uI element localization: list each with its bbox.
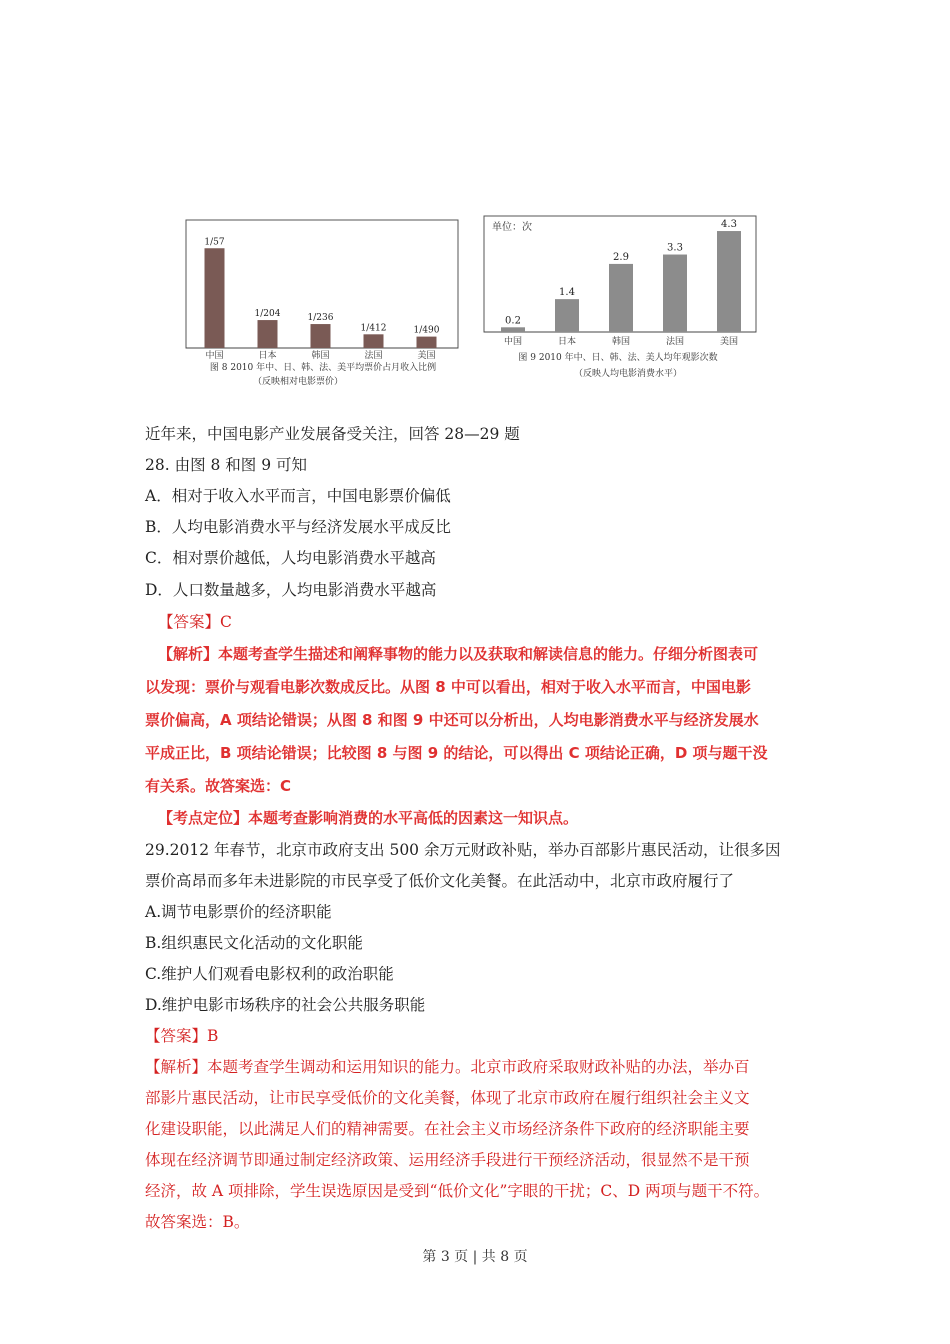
figure-9-svg — [478, 212, 763, 402]
figure-9-subcaption: （反映人均电影消费水平） — [573, 369, 683, 379]
figure-8-category-label: 美国 — [417, 351, 436, 361]
q28-analysis-line-2: 以发现：票价与观看电影次数成反比。从图 8 中可以看出，相对于收入水平而言，中国电影 — [145, 678, 751, 696]
figure-8-data-label: 1/490 — [413, 325, 440, 336]
figure-9-unit-label: 单位：次 — [492, 222, 532, 233]
q28-analysis-line-5: 有关系。故答案选：C — [145, 777, 292, 795]
figure-9-data-label: 4.3 — [721, 219, 737, 231]
figure-9-category-label: 韩国 — [611, 337, 631, 347]
figure-8-bar — [311, 324, 331, 348]
q28-analysis-line-4: 平成正比，B 项结论错误；比较图 8 与图 9 的结论，可以得出 C 项结论正确，D 项与题干没 — [145, 744, 768, 762]
q29-analysis-line-1: 【解析】本题考查学生调动和运用知识的能力。北京市政府采取财政补贴的办法，举办百 — [145, 1058, 750, 1076]
figure-9-bar — [663, 255, 687, 332]
figure-8-data-label: 1/412 — [360, 323, 387, 334]
q28-answer: 【答案】C — [158, 613, 232, 631]
figure-9-category-label: 美国 — [719, 337, 739, 347]
q28-point: 【考点定位】本题考查影响消费的水平高低的因素这一知识点。 — [158, 809, 579, 827]
q29-stem-line-1: 29.2012 年春节，北京市政府支出 500 余万元财政补贴，举办百部影片惠民活动，让很多因 — [145, 841, 781, 859]
figure-9-bar — [555, 299, 579, 332]
figure-8-bar — [417, 337, 437, 348]
q29-analysis-line-5: 经济，故 A 项排除，学生误选原因是受到“低价文化”字眼的干扰；C、D 两项与题干不符。 — [145, 1182, 770, 1200]
q29-analysis-line-4: 体现在经济调节即通过制定经济政策、运用经济手段进行干预经济活动，很显然不是干预 — [145, 1151, 750, 1169]
figure-9-caption: 图 9 2010 年中、日、韩、法、美人均年观影次数 — [518, 353, 718, 363]
figure-8-category-label: 日本 — [258, 351, 277, 361]
figure-8-subcaption: （反映相对电影票价） — [252, 377, 344, 387]
figure-9-chart — [478, 212, 763, 402]
figure-9-data-label: 3.3 — [667, 242, 683, 254]
q29-option-b: B.组织惠民文化活动的文化职能 — [145, 934, 363, 952]
q28-option-b: B．人均电影消费水平与经济发展水平成反比 — [145, 518, 451, 536]
figure-9-bar — [717, 231, 741, 332]
intro-text: 近年来，中国电影产业发展备受关注，回答 28—29 题 — [145, 425, 520, 443]
q28-analysis-line-1: 【解析】本题考查学生描述和阐释事物的能力以及获取和解读信息的能力。仔细分析图表可 — [158, 645, 759, 663]
q28-option-a: A．相对于收入水平而言，中国电影票价偏低 — [145, 487, 451, 505]
q29-option-a: A.调节电影票价的经济职能 — [145, 903, 332, 921]
figure-9-category-label: 日本 — [557, 337, 577, 347]
figure-8-caption: 图 8 2010 年中、日、韩、法、美平均票价占月收入比例 — [209, 363, 437, 373]
figure-8-svg — [178, 212, 468, 402]
figure-8-chart — [178, 212, 468, 402]
page-footer: 第 3 页 | 共 8 页 — [422, 1249, 528, 1265]
q29-analysis-line-2: 部影片惠民活动，让市民享受低价的文化美餐，体现了北京市政府在履行组织社会主义文 — [145, 1089, 750, 1107]
figure-8-bar — [364, 334, 384, 348]
figure-8-category-label: 法国 — [364, 351, 383, 361]
q29-option-d: D.维护电影市场秩序的社会公共服务职能 — [145, 996, 426, 1014]
figure-9-data-label: 2.9 — [613, 251, 629, 263]
figure-8-data-label: 1/236 — [307, 313, 334, 324]
figure-8-data-label: 1/57 — [204, 237, 225, 248]
figure-8-bar — [258, 320, 278, 348]
figure-8-bar — [205, 248, 225, 348]
figure-8-data-label: 1/204 — [254, 309, 281, 320]
figure-9-bar — [609, 264, 633, 332]
figure-9-data-label: 1.4 — [559, 287, 575, 299]
figure-8-category-label: 中国 — [205, 351, 224, 361]
q29-stem-line-2: 票价高昂而多年未进影院的市民享受了低价文化美餐。在此活动中，北京市政府履行了 — [145, 872, 735, 890]
figure-8-category-label: 韩国 — [311, 351, 330, 361]
q29-option-c: C.维护人们观看电影权利的政治职能 — [145, 965, 394, 983]
q29-analysis-line-6: 故答案选：B。 — [145, 1213, 250, 1231]
figure-9-category-label: 中国 — [503, 337, 523, 347]
figure-9-category-label: 法国 — [665, 337, 685, 347]
figure-9-data-label: 0.2 — [505, 315, 521, 327]
q29-analysis-line-3: 化建设职能，以此满足人们的精神需要。在社会主义市场经济条件下政府的经济职能主要 — [145, 1120, 750, 1138]
q29-answer: 【答案】B — [145, 1027, 219, 1045]
q28-analysis-line-3: 票价偏高，A 项结论错误；从图 8 和图 9 中还可以分析出，人均电影消费水平与经济发展水 — [145, 711, 759, 729]
q28-option-c: C．相对票价越低，人均电影消费水平越高 — [145, 549, 436, 567]
q28-stem: 28. 由图 8 和图 9 可知 — [145, 456, 308, 474]
q28-option-d: D．人口数量越多，人均电影消费水平越高 — [145, 581, 437, 599]
figure-9-bar — [501, 327, 525, 332]
